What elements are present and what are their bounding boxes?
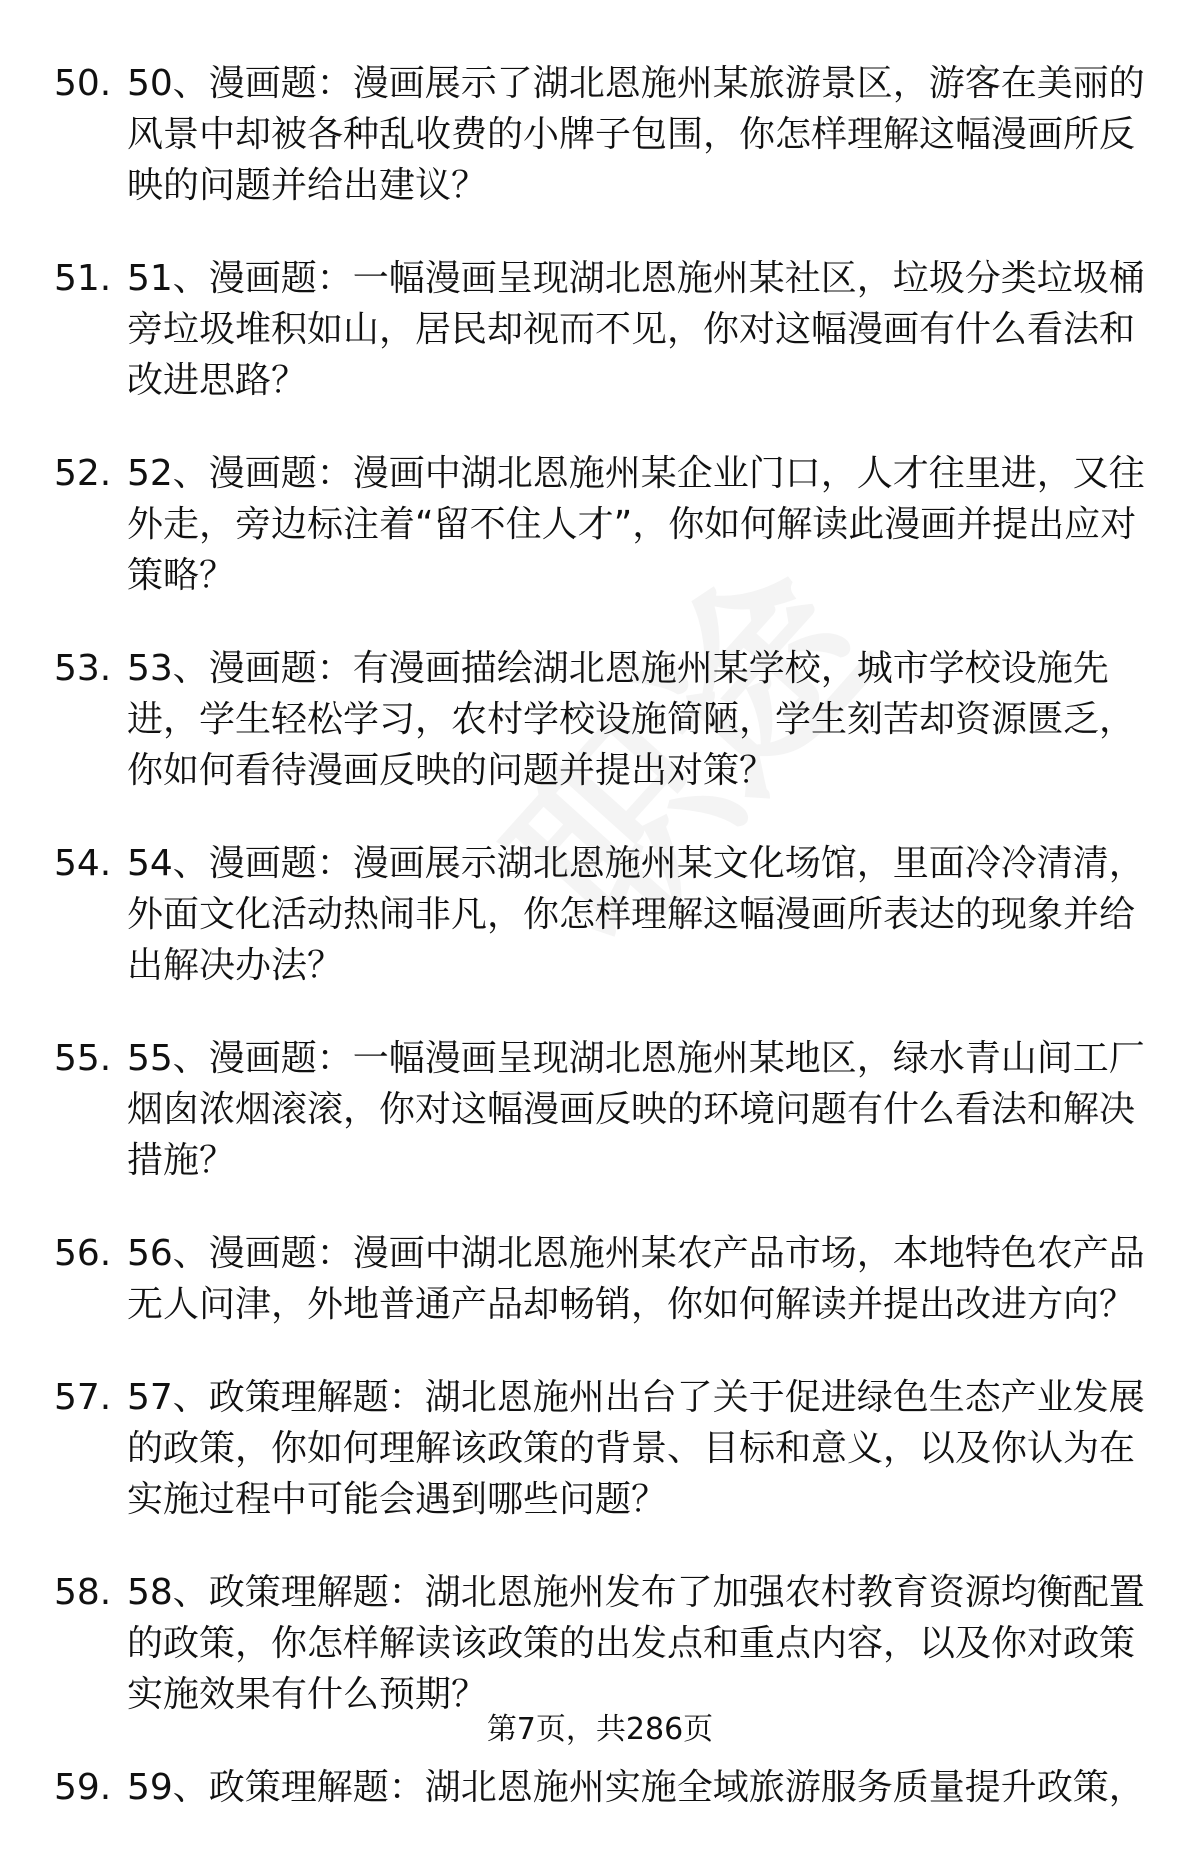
question-item-54	[54, 838, 1159, 991]
question-text: 56、漫画题：漫画中湖北恩施州某农产品市场，本地特色农产品无人问津，外地普通产品却畅销，你如何解读并提出改进方向？	[127, 1233, 1145, 1325]
question-text: 53、漫画题：有漫画描绘湖北恩施州某学校，城市学校设施先进，学生轻松学习，农村学校设施简陋，学生刻苦却资源匮乏，你如何看待漫画反映的问题并提出对策？	[127, 648, 1136, 791]
question-item-55	[54, 1033, 1159, 1186]
question-list	[54, 58, 1159, 1855]
question-text: 57、政策理解题：湖北恩施州出台了关于促进绿色生态产业发展的政策，你如何理解该政策的背景、目标和意义，以及你认为在实施过程中可能会遇到哪些问题？	[127, 1377, 1145, 1520]
page-footer: 第7页，共286页	[486, 1712, 714, 1747]
question-item-52	[54, 448, 1159, 601]
question-text: 58、政策理解题：湖北恩施州发布了加强农村教育资源均衡配置的政策，你怎样解读该政策的出发点和重点内容，以及你对政策实施效果有什么预期？	[127, 1572, 1145, 1715]
question-number: 51.	[54, 258, 112, 299]
question-number: 55.	[54, 1038, 112, 1079]
question-number: 58.	[54, 1572, 112, 1613]
question-number: 50.	[54, 63, 112, 104]
question-text: 54、漫画题：漫画展示湖北恩施州某文化场馆，里面冷冷清清，外面文化活动热闹非凡，你怎样理解这幅漫画所表达的现象并给出解决办法？	[127, 843, 1145, 986]
question-item-58	[54, 1567, 1159, 1720]
question-number: 53.	[54, 648, 112, 689]
question-number: 56.	[54, 1233, 112, 1274]
question-item-50	[54, 58, 1159, 211]
question-number: 54.	[54, 843, 112, 884]
question-text: 55、漫画题：一幅漫画呈现湖北恩施州某地区，绿水青山间工厂烟囱浓烟滚滚，你对这幅漫画反映的环境问题有什么看法和解决措施？	[127, 1038, 1145, 1181]
question-item-56	[54, 1228, 1159, 1330]
question-item-57	[54, 1372, 1159, 1525]
question-item-59	[54, 1762, 1159, 1813]
question-item-53	[54, 643, 1159, 796]
question-text: 59、政策理解题：湖北恩施州实施全域旅游服务质量提升政策，	[127, 1767, 1145, 1808]
question-text: 52、漫画题：漫画中湖北恩施州某企业门口，人才往里进，又往外走，旁边标注着“留不住人才”，你如何解读此漫画并提出应对策略？	[127, 453, 1145, 596]
question-number: 57.	[54, 1377, 112, 1418]
question-number: 59.	[54, 1767, 112, 1808]
question-item-51	[54, 253, 1159, 406]
question-text: 51、漫画题：一幅漫画呈现湖北恩施州某社区，垃圾分类垃圾桶旁垃圾堆积如山，居民却视而不见，你对这幅漫画有什么看法和改进思路？	[127, 258, 1145, 401]
question-text: 50、漫画题：漫画展示了湖北恩施州某旅游景区，游客在美丽的风景中却被各种乱收费的小牌子包围，你怎样理解这幅漫画所反映的问题并给出建议？	[127, 63, 1145, 206]
question-number: 52.	[54, 453, 112, 494]
